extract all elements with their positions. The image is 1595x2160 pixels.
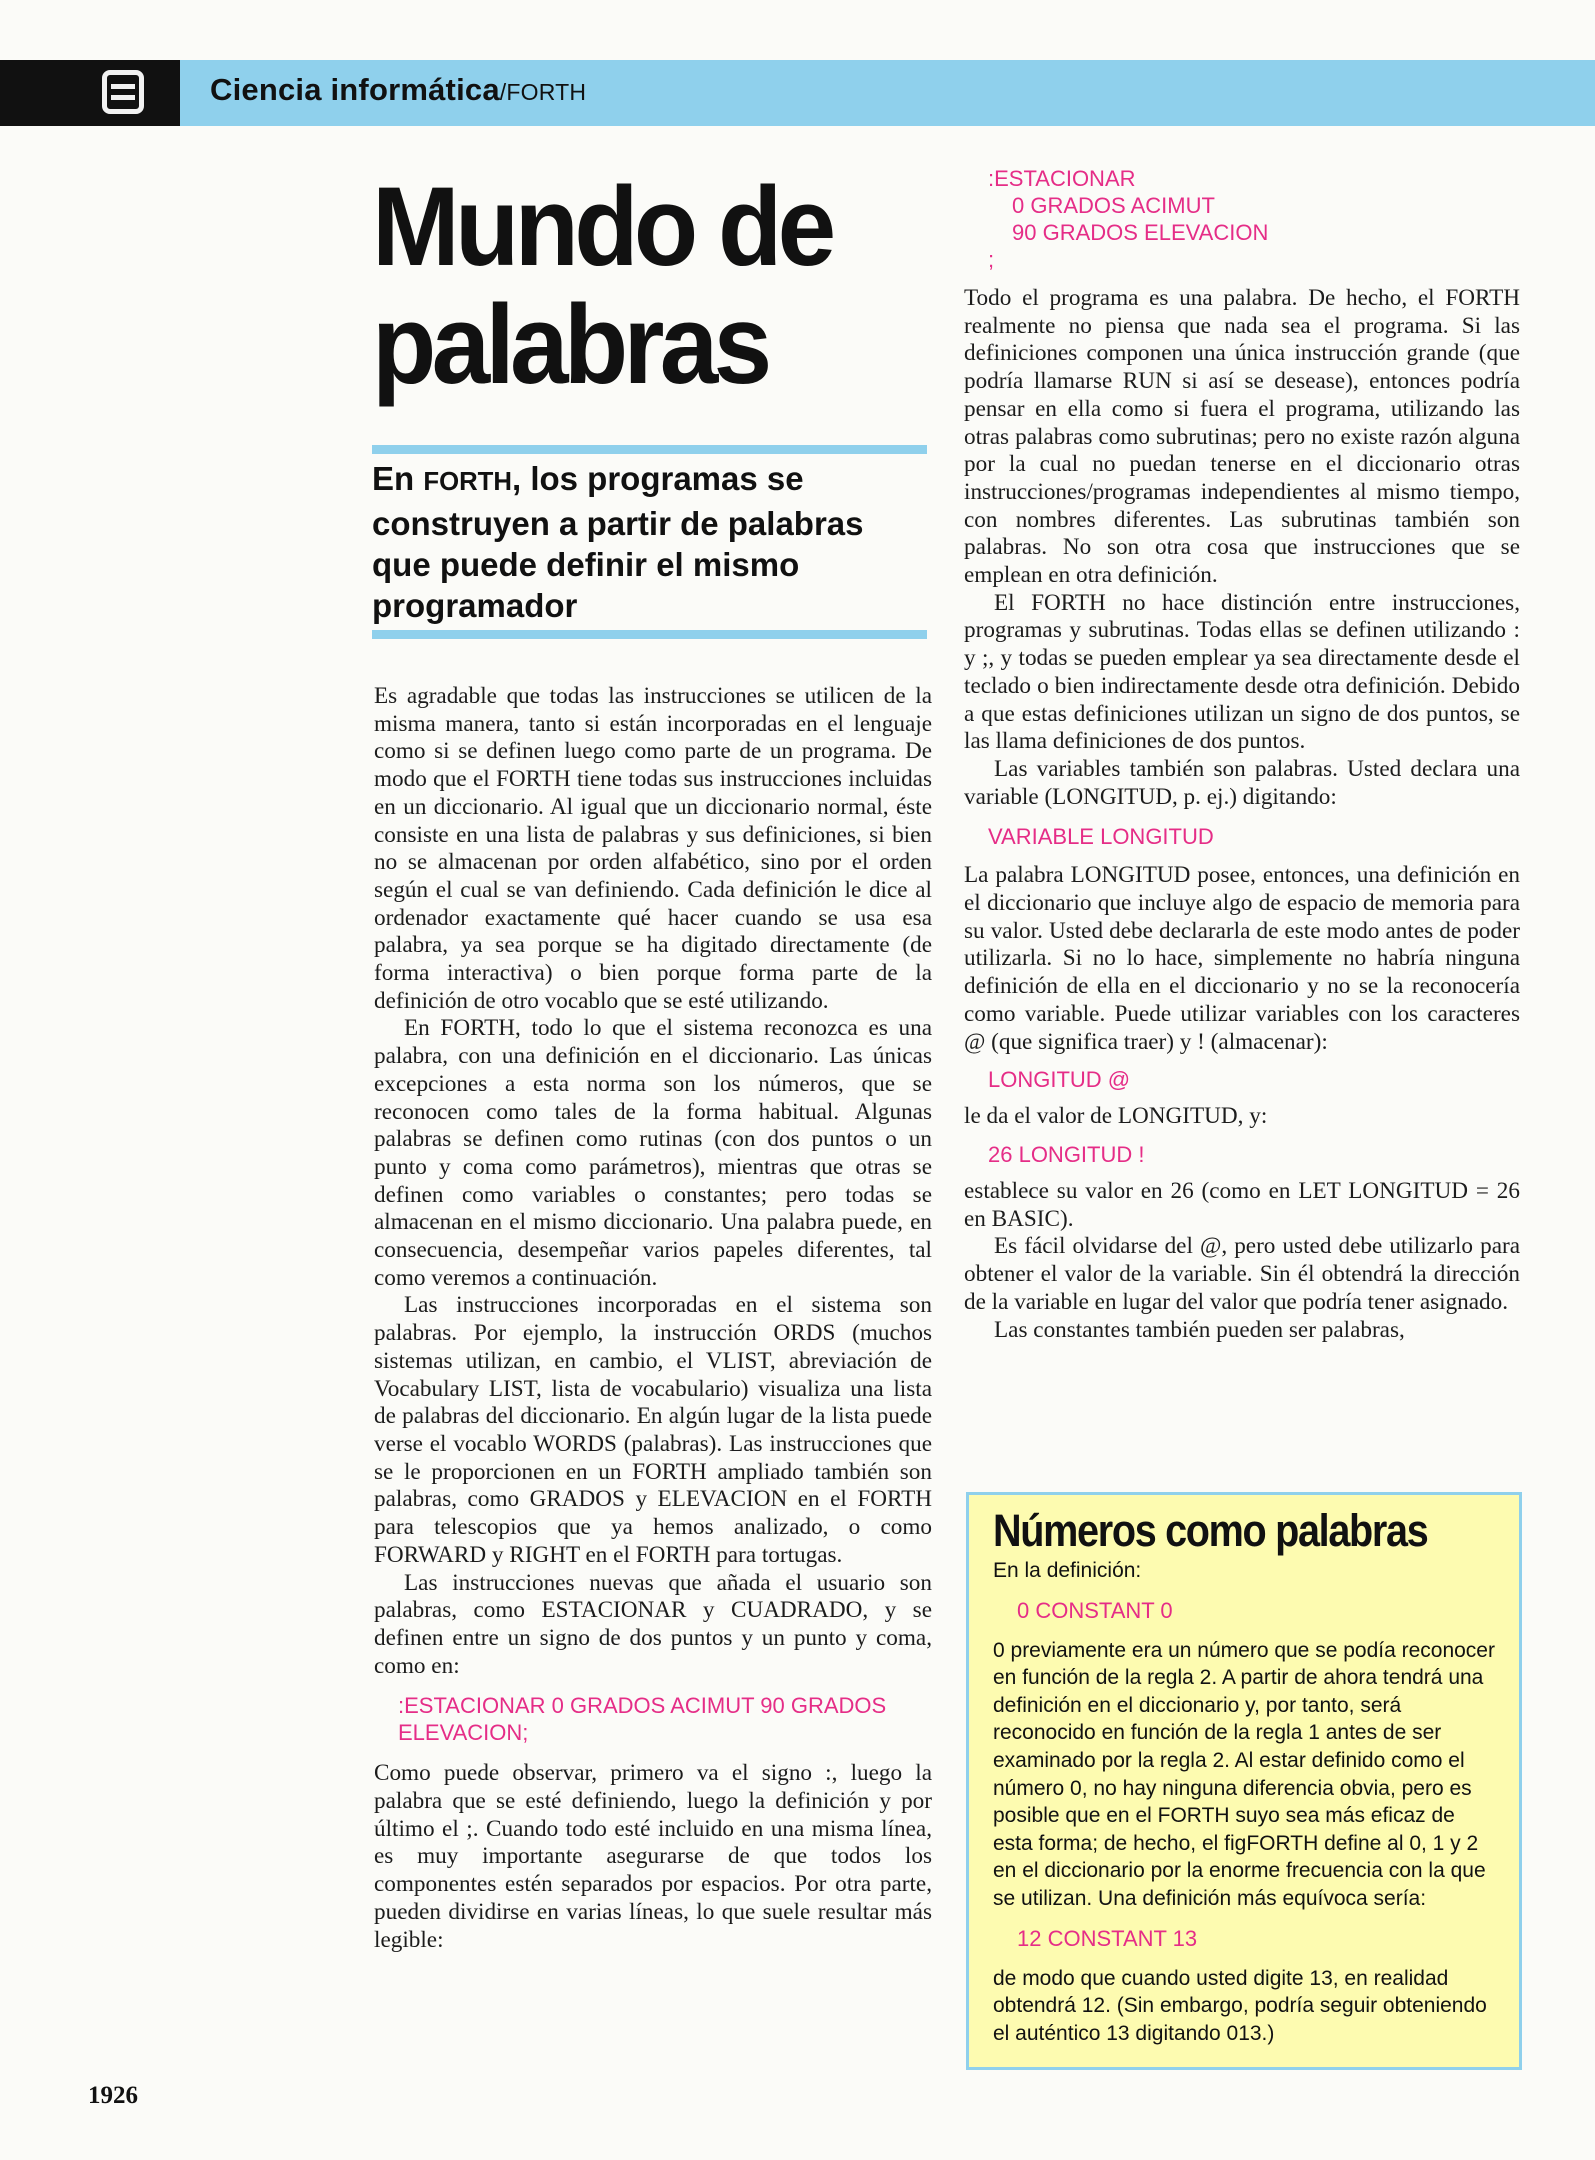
code-line: 90 GRADOS ELEVACION [1012,220,1269,245]
left-paragraph-2: En FORTH, todo lo que el sistema reconozca es una palabra, con una definición en el diccionario. Las únicas excepciones a esta norma son los números, que se reconocen como tales de la forma habitual. Algunas palabras se definen como rutinas (con dos puntos o un punto y coma como parámetros), mientras que otras se definen como variables o constantes; pero todas se almacenan en el mismo diccionario. Una palabra puede, en consecuencia, desempeñar varios papeles diferentes, tal como veremos a continuación. [374,1015,932,1291]
right-paragraph-4: La palabra LONGITUD posee, entonces, una definición en el diccionario que incluye algo de espacio de memoria para su valor. Usted debe declararla de este modo antes de poder utilizarla. Si no lo hace, simplemente no habría ninguna definición de ella en el diccionario y no se la reconocería como variable. Puede utilizar variables con los caracteres @ (que significa traer) y ! (almacenar): [964,862,1520,1055]
right-paragraph-2: El FORTH no hace distinción entre instrucciones, programas y subrutinas. Todas ellas se definen utilizando : y ;, y todas se pueden emplear ya sea directamente desde el teclado o bien indirectamente desde otra definición. Debido a que estas definiciones utilizan un signo de dos puntos, se las llama definiciones de dos puntos. [964,589,1520,755]
boxout-code-1: 0 CONSTANT 0 [1017,1597,1173,1623]
boxout-code-2: 12 CONSTANT 13 [1017,1925,1198,1951]
page-title [372,164,898,407]
subtitle-rule-top [372,445,927,454]
code-line: ; [988,247,995,272]
boxout-paragraph-2: de modo que cuando usted digite 13, en realidad obtendrá 12. (Sin embargo, podría seguir obteniendo el auténtico 13 digitando 013.) [993,1966,1487,2045]
subtitle-forth: FORTH [423,468,512,496]
code-store: 26 LONGITUD ! [988,1141,1145,1167]
boxout-paragraph-1: 0 previamente era un número que se podía reconocer en función de la regla 2. A partir de ahora tendrá una definición en el diccionario y, por tanto, será reconocido en función de la regla 1 antes de ser examinado por la regla 2. Al estar definido como el número 0, no hay ninguna diferencia obvia, pero es posible que en el FORTH suyo sea más eficaz de esta forma; de hecho, el figFORTH define al 0, 1 y 2 en el diccionario por la enorme frecuencia con la que se utilizan. Una definición más equívoca sería: [993,1638,1495,1910]
right-column [964,165,1520,1344]
left-paragraph-5: Como puede observar, primero va el signo :, luego la palabra que se esté definiendo, luego la definición y por último el ;. Cuando todo esté incluido en una misma línea, es muy importante asegurarse de que todos los componentes estén separados por espacios. Por otra parte, pueden dividirse en varias líneas, lo que suele resultar más legible: [374,1760,932,1953]
boxout-title: Números como palabras [993,1505,1428,1556]
left-column [374,683,932,1954]
header-black-tab [0,60,180,126]
boxout-intro: En la definición: [993,1559,1142,1582]
left-paragraph-1: Es agradable que todas las instrucciones se utilicen de la misma manera, tanto si están incorporadas en el lenguaje como si se definen luego como parte de un programa. De modo que el FORTH tiene todas sus instrucciones incluidas en un diccionario. Al igual que un diccionario normal, éste consiste en una lista de palabras y sus definiciones, si bien no se almacenan por orden alfabético, sino por el orden según el cual se van definiendo. Cada definición le dice al ordenador exactamente qué hacer cuando se usa esa palabra, ya sea porque se ha digitado directamente (de forma interactiva) o bien porque forma parte de la definición de otro vocablo que se esté utilizando. [374,683,932,1014]
right-paragraph-3: Las variables también son palabras. Usted declara una variable (LONGITUD, p. ej.) digitando: [964,755,1520,810]
code-variable: VARIABLE LONGITUD [988,824,1214,850]
page-title-line-1: Mundo de [372,164,832,289]
left-paragraph-4: Las instrucciones nuevas que añada el usuario son palabras, como ESTACIONAR y CUADRADO, y se definen entre un signo de dos puntos y un punto y coma, como en: [374,1569,932,1679]
computer-icon [102,70,144,114]
right-paragraph-7: Es fácil olvidarse del @, pero usted debe utilizarlo para obtener el valor de la variable. Sin él obtendrá la dirección de la variable en lugar del valor que podría tener asignado. [964,1233,1520,1315]
right-paragraph-6: establece su valor en 26 (como en LET LONGITUD = 26 en BASIC). [964,1177,1520,1232]
boxout-panel [966,1492,1522,2070]
right-paragraph-8: Las constantes también pueden ser palabras, [994,1316,1405,1343]
subtitle: En FORTH, los programas se construyen a partir de palabras que puede definir el mismo programador [372,460,864,624]
page-number: 1926 [88,2082,138,2109]
left-paragraph-3: Las instrucciones incorporadas en el sistema son palabras. Por ejemplo, la instrucción ORDS (muchos sistemas utilizan, en cambio, el VLIST, abreviación de Vocabulary LIST, lista de vocabulario) visualiza una lista de palabras del diccionario. En algún lugar de la lista puede verse el vocablo WORDS (palabras). Las instrucciones que se le proporcionen en un FORTH ampliado también son palabras, como GRADOS y ELEVACION en el FORTH para telescopios que ya hemos analizado, o como FORWARD y RIGHT en el FORTH para tortugas. [374,1292,932,1568]
right-paragraph-1: Todo el programa es una palabra. De hecho, el FORTH realmente no piensa que nada sea el programa. Si las definiciones componen una única instrucción grande (que podría llamarse RUN si así se desease), entonces podría pensar en ella como si fuera el programa, utilizando las otras palabras como subrutinas; pero no existe razón alguna por la cual no puedan tenerse en el diccionario otras instrucciones/programas independientes al mismo tiempo, con nombres diferentes. Las subrutinas también son palabras. No son otra cosa que instrucciones que se emplean en otra definición. [964,285,1520,589]
page-title-line-2: palabras [372,282,768,407]
section-name: Ciencia informática [210,72,500,107]
code-example-multiline [988,165,1520,273]
right-paragraph-5: le da el valor de LONGITUD, y: [964,1103,1268,1130]
code-line: 0 GRADOS ACIMUT [1012,193,1215,218]
code-example-inline: :ESTACIONAR 0 GRADOS ACIMUT 90 GRADOS ELEVACION; [398,1693,887,1746]
code-line: :ESTACIONAR [988,166,1136,191]
subtitle-rule-bottom [372,630,927,639]
section-header [210,72,586,108]
section-topic: /FORTH [499,79,587,105]
code-fetch: LONGITUD @ [988,1067,1131,1093]
